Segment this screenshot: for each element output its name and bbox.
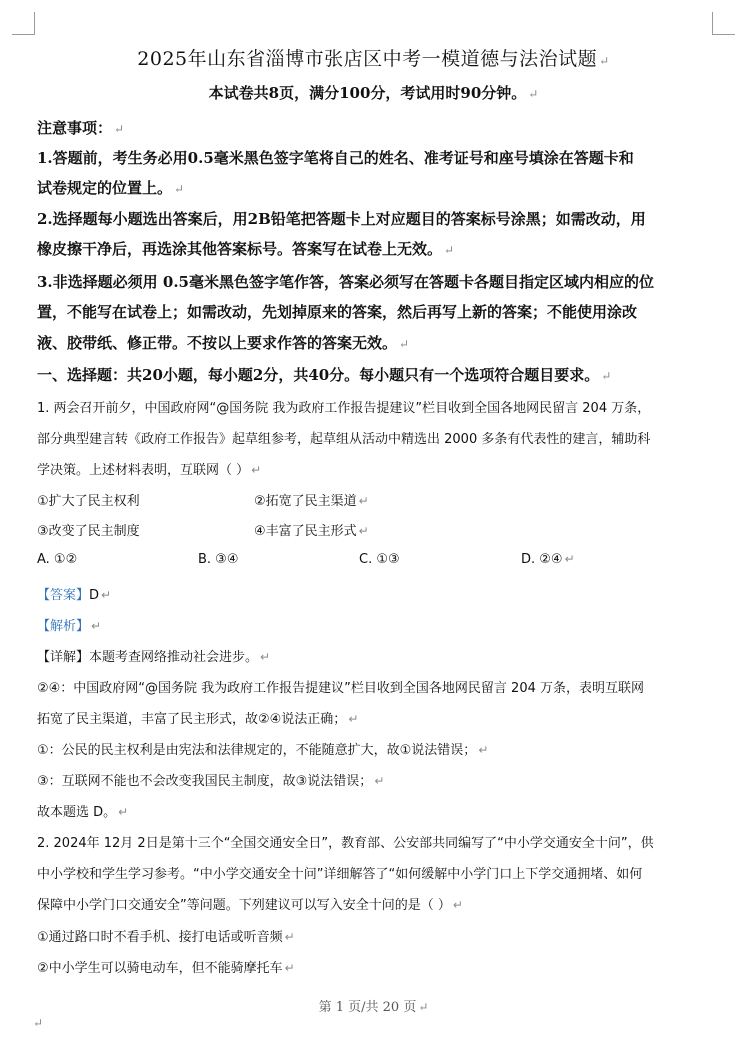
notice-item-3-line-2: 置，不能写在试卷上；如需改动，先划掉原来的答案，然后再写上新的答案；不能使用涂改 bbox=[37, 303, 638, 321]
notice-heading bbox=[37, 117, 697, 138]
title-text: 2025年山东省淄博市张店区中考一模道德与法治试题 bbox=[137, 48, 598, 70]
paragraph-mark-icon: ↵ bbox=[418, 1000, 429, 1014]
question-1-line-1: 1. 两会召开前夕，中国政府网“@国务院 我为政府工作报告提建议”栏目收到全国各地网民留言 204 万条， bbox=[37, 401, 651, 416]
q1-explanation-3 bbox=[37, 770, 384, 789]
paragraph-mark-icon: ↵ bbox=[358, 494, 369, 508]
paragraph-mark-icon: ↵ bbox=[33, 1016, 44, 1030]
paragraph-mark-icon: ↵ bbox=[452, 898, 463, 912]
question-2-line-3 bbox=[37, 894, 697, 913]
paragraph-mark-icon: ↵ bbox=[399, 337, 410, 351]
conclusion-text: 故本题选 D。 bbox=[37, 805, 117, 820]
paragraph-mark-icon: ↵ bbox=[528, 87, 539, 101]
q1-choice-d bbox=[521, 552, 575, 567]
q1-explanation-1-line-1: ②④：中国政府网“@国务院 我为政府工作报告提建议”栏目收到全国各地网民留言 204 万条，表明互联网 bbox=[37, 681, 644, 696]
analysis-tag: 【解析】 bbox=[37, 619, 90, 634]
question-text: 保障中小学门口交通安全”等问题。下列建议可以写入安全十问的是（ ） bbox=[37, 898, 451, 913]
explanation-text: ③：互联网不能也不会改变我国民主制度，故③说法错误； bbox=[37, 774, 373, 789]
section-heading-text: 一、选择题：共20小题，每小题2分，共40分。每小题只有一个选项符合题目要求。 bbox=[37, 366, 600, 384]
crop-mark-top-left bbox=[12, 12, 35, 35]
paragraph-mark-icon: ↵ bbox=[348, 712, 359, 726]
paragraph-mark-icon: ↵ bbox=[118, 805, 129, 819]
q1-analysis bbox=[37, 615, 101, 634]
paragraph-mark-icon: ↵ bbox=[599, 54, 610, 68]
paragraph-mark-icon: ↵ bbox=[174, 182, 185, 196]
paragraph-mark-icon: ↵ bbox=[114, 122, 125, 136]
notice-heading-text: 注意事项： bbox=[37, 119, 113, 137]
q1-option-4 bbox=[254, 520, 369, 539]
detail-text: 本题考查网络推动社会进步。 bbox=[89, 650, 259, 665]
paragraph-mark-icon: ↵ bbox=[564, 552, 575, 566]
notice-text: 橡皮擦干净后，再选涂其他答案标号。答案写在试卷上无效。 bbox=[37, 240, 443, 258]
section-heading bbox=[37, 364, 697, 385]
page-footer bbox=[0, 996, 747, 1015]
notice-item-1-line-1: 1.答题前，考生务必用0.5毫米黑色签字笔将自己的姓名、准考证号和座号填涂在答题卡和 bbox=[37, 149, 634, 167]
q1-conclusion bbox=[37, 801, 128, 820]
detail-tag: 【详解】 bbox=[37, 650, 90, 665]
document-subtitle bbox=[0, 82, 747, 103]
notice-item-2-line-2 bbox=[37, 238, 697, 259]
page-number: 第 1 页/共 20 页 bbox=[318, 1000, 417, 1015]
question-text: 学决策。上述材料表明，互联网（ ） bbox=[37, 463, 250, 478]
q1-explanation-2 bbox=[37, 739, 488, 758]
q1-option-3: ③改变了民主制度 bbox=[37, 524, 140, 539]
question-2-line-1: 2. 2024年 12月 2日是第十三个“全国交通安全日”，教育部、公安部共同编写了“中小学交通安全十问”，供 bbox=[37, 836, 654, 851]
notice-text: 试卷规定的位置上。 bbox=[37, 179, 173, 197]
q1-answer bbox=[37, 584, 111, 603]
notice-item-3-line-1: 3.非选择题必须用 0.5毫米黑色签字笔作答，答案必须写在答题卡各题目指定区域内相应的位 bbox=[37, 273, 654, 291]
notice-item-2-line-1: 2.选择题每小题选出答案后，用2B铅笔把答题卡上对应题目的答案标号涂黑；如需改动，用 bbox=[37, 210, 646, 228]
q1-option-2 bbox=[254, 490, 369, 509]
q2-option-1 bbox=[37, 926, 295, 945]
paragraph-mark-icon: ↵ bbox=[374, 774, 385, 788]
crop-mark-top-right bbox=[712, 12, 735, 35]
paragraph-mark-icon: ↵ bbox=[478, 743, 489, 757]
question-2-line-2: 中小学校和学生学习参考。“中小学交通安全十问”详细解答了“如何缓解中小学门口上下学交通拥堵、如何 bbox=[37, 867, 643, 882]
q1-option-1: ①扩大了民主权利 bbox=[37, 494, 140, 509]
option-text: ④丰富了民主形式 bbox=[254, 524, 357, 539]
q1-choice-b: B. ③④ bbox=[198, 552, 239, 567]
question-1-line-2: 部分典型建言转《政府工作报告》起草组参考，起草组从活动中精选出 2000 多条有代表性的建言，辅助科 bbox=[37, 432, 651, 447]
paragraph-mark-icon: ↵ bbox=[260, 650, 271, 664]
explanation-text: 拓宽了民主渠道，丰富了民主形式，故②④说法正确； bbox=[37, 712, 347, 727]
answer-value: D bbox=[89, 588, 100, 603]
paragraph-mark-icon: ↵ bbox=[284, 930, 295, 944]
q1-detail bbox=[37, 646, 270, 665]
paragraph-mark-icon: ↵ bbox=[601, 369, 612, 383]
paragraph-mark-icon: ↵ bbox=[358, 524, 369, 538]
paragraph-mark-icon: ↵ bbox=[444, 243, 455, 257]
q2-option-2 bbox=[37, 957, 295, 976]
notice-item-3-line-3 bbox=[37, 332, 697, 353]
option-text: ②中小学生可以骑电动车，但不能骑摩托车 bbox=[37, 961, 283, 976]
notice-text: 液、胶带纸、修正带。不按以上要求作答的答案无效。 bbox=[37, 334, 398, 352]
q1-choice-a: A. ①② bbox=[37, 552, 78, 567]
paragraph-mark-icon: ↵ bbox=[91, 619, 102, 633]
q1-choice-c: C. ①③ bbox=[359, 552, 400, 567]
question-1-line-3 bbox=[37, 459, 697, 478]
q1-explanation-1-line-2 bbox=[37, 708, 358, 727]
paragraph-mark-icon: ↵ bbox=[251, 463, 262, 477]
paragraph-mark-icon: ↵ bbox=[101, 588, 112, 602]
explanation-text: ①：公民的民主权利是由宪法和法律规定的，不能随意扩大，故①说法错误； bbox=[37, 743, 477, 758]
option-text: ②拓宽了民主渠道 bbox=[254, 494, 357, 509]
choice-text: D. ②④ bbox=[521, 552, 563, 567]
notice-item-1-line-2 bbox=[37, 177, 697, 198]
subtitle-text: 本试卷共8页，满分100分，考试用时90分钟。 bbox=[208, 84, 527, 102]
answer-tag: 【答案】 bbox=[37, 588, 90, 603]
option-text: ①通过路口时不看手机、接打电话或听音频 bbox=[37, 930, 283, 945]
paragraph-mark-icon: ↵ bbox=[284, 961, 295, 975]
document-title bbox=[0, 44, 747, 71]
